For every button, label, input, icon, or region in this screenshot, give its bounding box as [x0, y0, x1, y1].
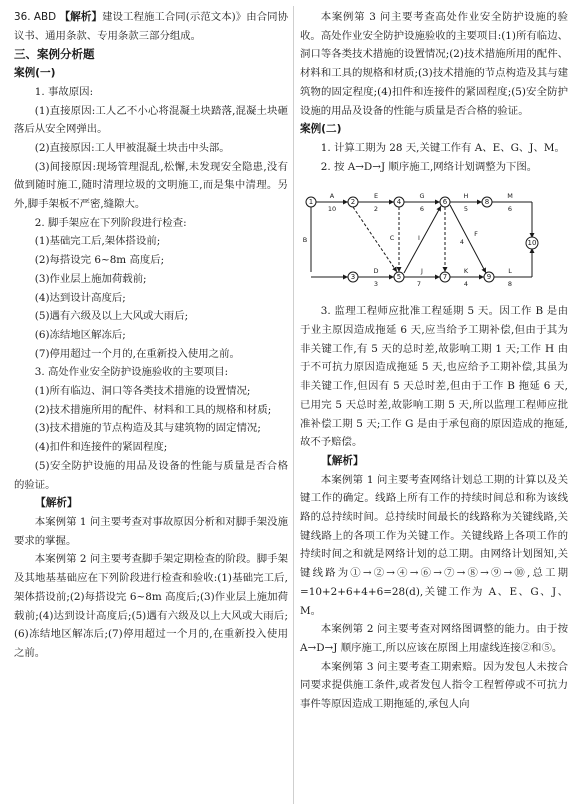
- arrow-f: [450, 205, 486, 276]
- analysis-heading: 【解析】: [35, 497, 78, 510]
- activity-label: K: [463, 267, 469, 276]
- paragraph: 本案例第 2 问主要考查对网络图调整的能力。由于按 A→D→J 顺序施工,所以应该在原图上用虚线连接②和⑤。: [300, 623, 568, 654]
- network-diagram: [300, 180, 568, 300]
- case2-title: 案例(二): [300, 123, 342, 136]
- paragraph: (1)直接原因:工人乙不小心将混凝土块踏落,混凝土块砸落后从安全网弹出。: [14, 104, 288, 136]
- answer-key: 36. ABD: [14, 11, 57, 23]
- node-label: 9: [486, 273, 492, 282]
- activity-label: B: [302, 236, 308, 245]
- paragraph: (2)直接原因:工人甲被混凝土块击中头部。: [34, 141, 230, 154]
- activity-label: F: [474, 230, 478, 239]
- node-label: 3: [350, 273, 356, 282]
- activity-duration: 10: [327, 205, 337, 214]
- q36-text: 建设工程施工合同(示范文本)》由合同协议书、通用条款、专用条款三部分组成。: [14, 11, 289, 42]
- paragraph: 本案例第 3 问主要考查高处作业安全防护设施的验收。高处作业安全防护设施验收的主要项目:(1)所有临边、洞口等各类技术措施的设置情况;(2)技术措施所用的配件、材料和工具的规格和材质;(3)技术措施的节点构造及其与建筑物的固定程度;(4)扣件和连接件的紧固程度;(5)安全防护设施的用品及设备的性能与质量是否合格的验证。: [300, 11, 568, 117]
- node-label: 6: [442, 198, 448, 207]
- activity-label: L: [508, 267, 512, 276]
- list-item: (6)冻结地区解冻后;: [34, 328, 126, 341]
- activity-duration: 7: [416, 280, 422, 289]
- node-label: 2: [350, 198, 356, 207]
- paragraph: 1. 计算工期为 28 天,关键工作有 A、E、G、J、M。: [320, 141, 565, 154]
- list-item: (3)作业层上施加荷载前;: [34, 272, 147, 285]
- list-item: (5)遇有六级及以上大风或大雨后;: [34, 310, 189, 323]
- paragraph: 3. 监理工程师应批准工程延期 5 天。因工作 B 是由于业主原因造成拖延 6 天,应当给予工期补偿,但由于其为非关键工作,有 5 天的总时差,故影响工期 1 天;工作 H 由于不可抗力原因造成拖延 5 天,也应给予工期补偿,其虽为非关键工作,但因有 5 天总时差,但由于工作 B 拖延 6 天,已用完 5 天总时差,故影响工期 5 天,所以监理工程师应批准补偿工期 5 天;工作 G 是由于承包商的原因造成的拖延,故不予赔偿。: [300, 305, 568, 449]
- activity-label: J: [421, 267, 423, 276]
- paragraph: 3. 高处作业安全防护设施验收的主要项目:: [34, 366, 229, 379]
- network-svg: [300, 180, 568, 300]
- paragraph: 本案例第 1 问主要考查对事故原因分析和对脚手架没施要求的掌握。: [14, 515, 288, 547]
- list-item: (2)每搭设完 6~8m 高度后;: [34, 254, 165, 267]
- node-label: 8: [484, 198, 490, 207]
- list-item: (1)基础完工后,架体搭设前;: [34, 235, 161, 248]
- paragraph: 2. 按 A→D→J 顺序施工,网络计划调整为下图。: [320, 160, 538, 173]
- activity-duration: 6: [419, 205, 425, 214]
- activity-label: I: [418, 234, 420, 243]
- column-divider: [293, 6, 294, 804]
- list-item: (4)达到设计高度后;: [34, 291, 126, 304]
- activity-label: C: [389, 234, 395, 243]
- paragraph: 1. 事故原因:: [34, 85, 94, 98]
- paragraph: (4)扣件和连接件的紧固程度;: [34, 441, 168, 454]
- case1-title: 案例(一): [14, 67, 56, 80]
- activity-label: E: [373, 192, 379, 201]
- node-label: 1: [308, 198, 314, 207]
- arrow-i: [404, 206, 441, 276]
- activity-label: M: [507, 192, 513, 201]
- paragraph: 2. 脚手架应在下列阶段进行检查:: [34, 216, 187, 229]
- paragraph: 本案例第 1 问主要考查网络计划总工期的计算以及关键工作的确定。线路上所有工作的持续时间总和称为该线路的总持续时间。总持续时间最长的线路称为关键线路,关键线路上的各项工作为关键工作。关键线路上各项工作的持续时间之和就是网络计划的总工期。由网络计划图知,关键线路为①→②→④→⑥→⑦→⑧→⑨→⑩,总工期=10+2+6+4+6=28(d),关键工作为 A、E、G、J、M。: [300, 473, 568, 617]
- activity-duration: 2: [373, 205, 379, 214]
- activity-duration: 5: [463, 205, 469, 214]
- activity-label: A: [329, 192, 335, 201]
- node-label: 4: [396, 198, 402, 207]
- paragraph: 本案例第 2 问主要考查脚手架定期检查的阶段。脚手架及其地基基础应在下列阶段进行检查和验收:(1)基础完工后,架体搭设前;(2)每搭设完 6~8m 高度后;(3)作业层上施加荷载前;(4)达到设计高度后;(5)遇有六级及以上大风或大雨后;(6)冻结地区解冻后;(7)停用超过一个月的,在重新投入使用之前。: [14, 553, 288, 659]
- activity-duration: 4: [463, 280, 469, 289]
- paragraph: (3)间接原因:现场管理混乱,松懈,未发现安全隐患,没有做到随时施工,随时清理垃圾的文明施工,而是集中清理。另外,脚手架板不严密,缝隙大。: [14, 160, 288, 211]
- paragraph: (2)技术措施所用的配件、材料和工具的规格和材质;: [34, 403, 272, 416]
- analysis-tag: 【解析】: [59, 11, 103, 23]
- paragraph: (1)所有临边、洞口等各类技术措施的设置情况;: [34, 385, 251, 398]
- paragraph: 本案例第 3 问主要考查工期索赔。因为发包人未按合同要求提供施工条件,或者发包人指令工程暂停或不可抗力事件等原因造成工期拖延的,承包人向: [300, 660, 568, 711]
- activity-label: G: [419, 192, 425, 201]
- analysis-heading: 【解析】: [321, 454, 364, 467]
- activity-duration: 4: [459, 238, 465, 247]
- activity-label: H: [463, 192, 469, 201]
- node-label: 10: [527, 239, 537, 248]
- activity-duration: 3: [373, 280, 379, 289]
- paragraph: (5)安全防护设施的用品及设备的性能与质量是否合格的验证。: [14, 459, 288, 491]
- activity-duration: 8: [507, 280, 513, 289]
- node-label: 7: [442, 273, 448, 282]
- q36-answer: [14, 8, 288, 45]
- activity-duration: 6: [507, 205, 513, 214]
- activity-label: D: [373, 267, 379, 276]
- node-label: 5: [396, 273, 402, 282]
- left-column: [14, 8, 288, 663]
- right-column: [300, 8, 568, 714]
- section-title: 三、案例分析题: [14, 47, 95, 62]
- paragraph: (3)技术措施的节点构造及其与建筑物的固定情况;: [34, 422, 261, 435]
- list-item: (7)停用超过一个月的,在重新投入使用之前。: [34, 347, 240, 360]
